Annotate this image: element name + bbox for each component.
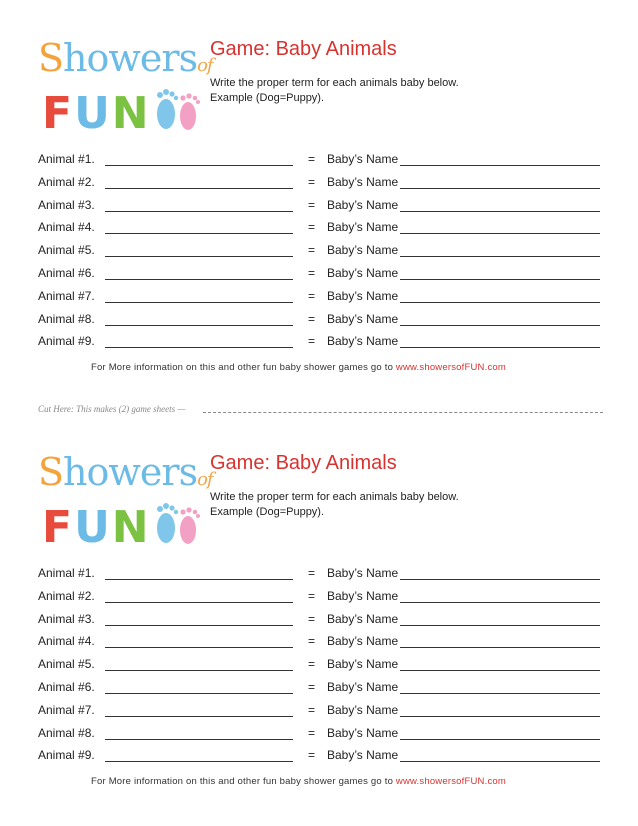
- animal-label: Animal #6.: [38, 265, 95, 280]
- answer-row: [38, 198, 604, 221]
- animal-blank[interactable]: [105, 279, 293, 280]
- baby-name-label: Baby’s Name: [327, 725, 399, 740]
- animal-label: Animal #9.: [38, 334, 95, 349]
- footer-link[interactable]: www.showersofFUN.com: [395, 362, 506, 373]
- answer-row: [38, 152, 604, 175]
- animal-blank[interactable]: [105, 188, 293, 189]
- footer-link[interactable]: www.showersofFUN.com: [395, 776, 506, 787]
- baby-name-blank[interactable]: [400, 761, 600, 762]
- answer-row: [38, 334, 604, 357]
- equals-sign: =: [308, 679, 316, 694]
- cut-line-divider: [38, 404, 604, 418]
- animal-blank[interactable]: [105, 233, 293, 234]
- answer-row: [38, 612, 604, 635]
- animal-label: Animal #4.: [38, 634, 95, 649]
- equals-sign: =: [308, 611, 316, 626]
- baby-name-label: Baby’s Name: [327, 588, 399, 603]
- animal-blank[interactable]: [105, 693, 293, 694]
- equals-sign: =: [308, 288, 316, 303]
- answer-row: [38, 566, 604, 589]
- animal-label: Animal #1.: [38, 566, 95, 580]
- animal-label: Animal #5.: [38, 657, 95, 672]
- equals-sign: =: [308, 588, 316, 603]
- answer-rows: [38, 152, 604, 357]
- showers-of-fun-logo: [38, 30, 213, 150]
- answer-rows: [38, 566, 604, 771]
- equals-sign: =: [308, 634, 316, 649]
- instructions: [210, 490, 459, 520]
- animal-label: Animal #9.: [38, 748, 95, 763]
- baby-feet-icon: [150, 84, 204, 134]
- animal-blank[interactable]: [105, 739, 293, 740]
- equals-sign: =: [308, 566, 316, 580]
- answer-row: [38, 243, 604, 266]
- baby-name-blank[interactable]: [400, 325, 600, 326]
- baby-name-label: Baby’s Name: [327, 566, 399, 580]
- baby-name-blank[interactable]: [400, 211, 600, 212]
- equals-sign: =: [308, 725, 316, 740]
- baby-name-label: Baby’s Name: [327, 702, 399, 717]
- baby-name-blank[interactable]: [400, 625, 600, 626]
- answer-row: [38, 634, 604, 657]
- baby-feet-icon: [150, 498, 204, 548]
- animal-label: Animal #3.: [38, 611, 95, 626]
- baby-name-blank[interactable]: [400, 693, 600, 694]
- footer-note: [91, 362, 506, 373]
- animal-label: Animal #5.: [38, 243, 95, 258]
- baby-name-blank[interactable]: [400, 279, 600, 280]
- baby-name-label: Baby’s Name: [327, 197, 399, 212]
- baby-name-label: Baby’s Name: [327, 634, 399, 649]
- equals-sign: =: [308, 334, 316, 349]
- animal-label: Animal #2.: [38, 588, 95, 603]
- answer-row: [38, 657, 604, 680]
- equals-sign: =: [308, 152, 316, 166]
- answer-row: [38, 289, 604, 312]
- animal-label: Animal #8.: [38, 311, 95, 326]
- equals-sign: =: [308, 265, 316, 280]
- equals-sign: =: [308, 243, 316, 258]
- answer-row: [38, 175, 604, 198]
- answer-row: [38, 726, 604, 749]
- animal-label: Animal #4.: [38, 220, 95, 235]
- game-title: Game: Baby Animals: [210, 452, 397, 474]
- baby-name-label: Baby’s Name: [327, 152, 399, 166]
- baby-name-blank[interactable]: [400, 602, 600, 603]
- animal-blank[interactable]: [105, 670, 293, 671]
- baby-name-label: Baby’s Name: [327, 611, 399, 626]
- instructions-line: Write the proper term for each animals baby below.: [210, 491, 459, 503]
- animal-blank[interactable]: [105, 302, 293, 303]
- dashed-cut-line: [203, 412, 603, 413]
- animal-label: Animal #2.: [38, 174, 95, 189]
- equals-sign: =: [308, 174, 316, 189]
- answer-row: [38, 680, 604, 703]
- animal-blank[interactable]: [105, 325, 293, 326]
- cut-label: Cut Here: This makes (2) game sheets —: [38, 404, 186, 414]
- baby-name-blank[interactable]: [400, 302, 600, 303]
- answer-row: [38, 589, 604, 612]
- animal-blank[interactable]: [105, 165, 293, 166]
- animal-blank[interactable]: [105, 211, 293, 212]
- animal-blank[interactable]: [105, 761, 293, 762]
- animal-label: Animal #7.: [38, 702, 95, 717]
- animal-label: Animal #7.: [38, 288, 95, 303]
- baby-name-blank[interactable]: [400, 165, 600, 166]
- baby-name-label: Baby’s Name: [327, 220, 399, 235]
- baby-name-blank[interactable]: [400, 256, 600, 257]
- equals-sign: =: [308, 311, 316, 326]
- logo-wordmark-showers: Showersof: [38, 36, 213, 80]
- equals-sign: =: [308, 657, 316, 672]
- baby-name-label: Baby’s Name: [327, 311, 399, 326]
- baby-name-label: Baby’s Name: [327, 748, 399, 763]
- equals-sign: =: [308, 702, 316, 717]
- game-title: Game: Baby Animals: [210, 38, 397, 60]
- baby-name-label: Baby’s Name: [327, 657, 399, 672]
- baby-name-label: Baby’s Name: [327, 334, 399, 349]
- animal-blank[interactable]: [105, 256, 293, 257]
- baby-name-label: Baby’s Name: [327, 265, 399, 280]
- answer-row: [38, 220, 604, 243]
- baby-name-blank[interactable]: [400, 188, 600, 189]
- animal-blank[interactable]: [105, 647, 293, 648]
- instructions-example: Example (Dog=Puppy).: [210, 506, 325, 518]
- baby-name-blank[interactable]: [400, 233, 600, 234]
- answer-row: [38, 266, 604, 289]
- answer-row: [38, 703, 604, 726]
- footer-note: [91, 776, 506, 787]
- equals-sign: =: [308, 220, 316, 235]
- animal-label: Animal #3.: [38, 197, 95, 212]
- baby-name-blank[interactable]: [400, 670, 600, 671]
- baby-name-label: Baby’s Name: [327, 174, 399, 189]
- animal-blank[interactable]: [105, 579, 293, 580]
- footer-text: For More information on this and other fun baby shower games go to: [91, 362, 396, 373]
- baby-name-label: Baby’s Name: [327, 243, 399, 258]
- animal-blank[interactable]: [105, 602, 293, 603]
- animal-blank[interactable]: [105, 347, 293, 348]
- instructions-example: Example (Dog=Puppy).: [210, 92, 325, 104]
- answer-row: [38, 748, 604, 771]
- equals-sign: =: [308, 197, 316, 212]
- animal-label: Animal #8.: [38, 725, 95, 740]
- baby-name-blank[interactable]: [400, 579, 600, 580]
- animal-blank[interactable]: [105, 625, 293, 626]
- animal-label: Animal #6.: [38, 679, 95, 694]
- logo-wordmark-fun: FUN: [42, 88, 151, 139]
- baby-name-blank[interactable]: [400, 347, 600, 348]
- instructions-line: Write the proper term for each animals baby below.: [210, 77, 459, 89]
- instructions: [210, 76, 459, 106]
- baby-name-label: Baby’s Name: [327, 679, 399, 694]
- footer-text: For More information on this and other fun baby shower games go to: [91, 776, 396, 787]
- baby-name-label: Baby’s Name: [327, 288, 399, 303]
- baby-name-blank[interactable]: [400, 647, 600, 648]
- baby-name-blank[interactable]: [400, 739, 600, 740]
- baby-name-blank[interactable]: [400, 716, 600, 717]
- animal-blank[interactable]: [105, 716, 293, 717]
- equals-sign: =: [308, 748, 316, 763]
- answer-row: [38, 312, 604, 335]
- logo-wordmark-fun: FUN: [42, 502, 151, 553]
- showers-of-fun-logo: [38, 444, 213, 564]
- logo-wordmark-showers: Showersof: [38, 450, 213, 494]
- animal-label: Animal #1.: [38, 152, 95, 166]
